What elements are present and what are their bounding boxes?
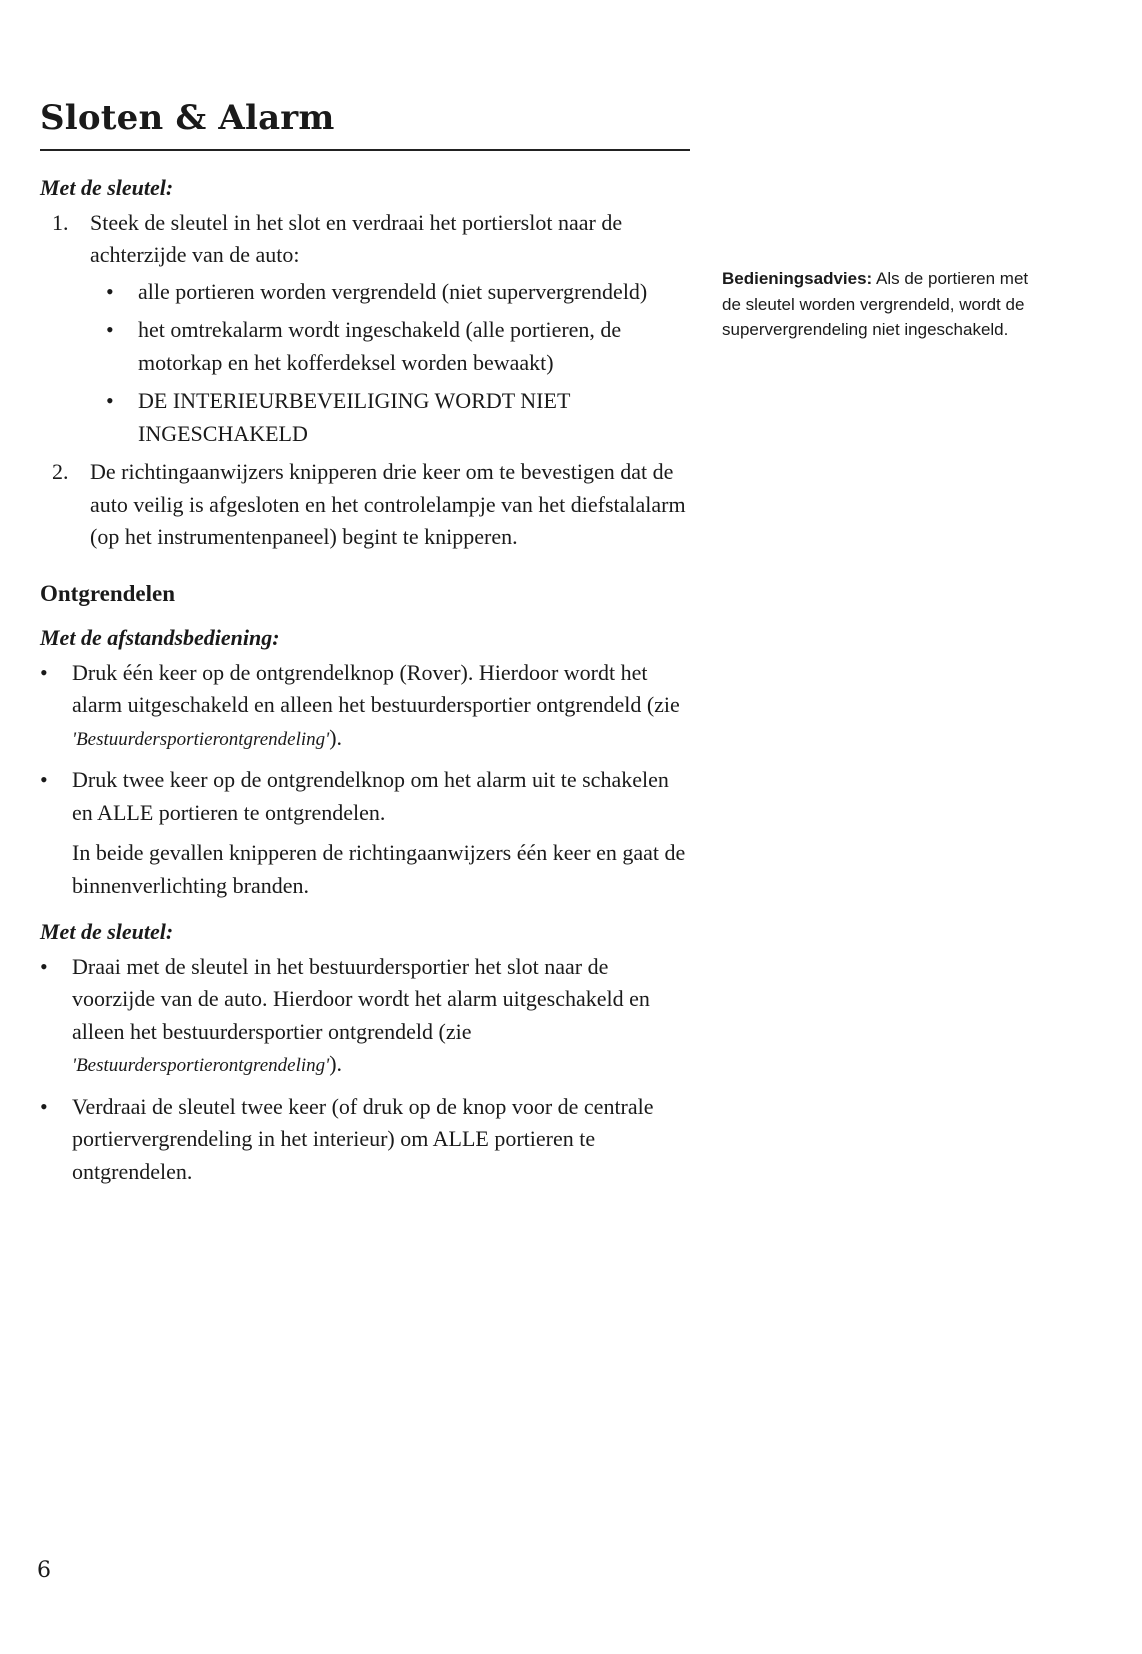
remote-note: In beide gevallen knipperen de richtingaanwijzers één keer en gaat de binnenverlichting branden. [72,840,686,898]
locking-effects-list [40,276,690,451]
bullet-icon: • [40,953,48,979]
remote-unlock-list [40,657,690,830]
key-subheading: Met de sleutel: [40,919,174,944]
bullet-icon: • [106,278,114,304]
list-item: • Druk twee keer op de ontgrendelknop om het alarm uit te schakelen en ALLE portieren te ontgrendelen. [40,764,690,829]
step-text: De richtingaanwijzers knipperen drie keer om te bevestigen dat de auto veilig is afgesloten en het controlelampje van het diefstalalarm (op het instrumentenpaneel) begint te knipperen. [90,459,686,549]
key-unlock-list [40,951,690,1189]
locking-steps [40,207,690,272]
list-item: • het omtrekalarm wordt ingeschakeld (alle portieren, de motorkap en het kofferdeksel worden bewaakt) [40,314,690,379]
locking-key-subheading: Met de sleutel: [40,175,174,200]
locking-steps-continued [40,456,690,554]
bullet-icon: • [40,767,48,792]
step-2 [40,456,690,554]
step-number: 1. [52,209,69,235]
advice-label: Bedieningsadvies: [722,269,873,288]
bullet-icon: • [106,317,114,342]
step-number: 2. [52,459,69,484]
list-item: • DE INTERIEURBEVEILIGING WORDT NIET INGESCHAKELD [40,385,690,450]
cross-reference: 'Bestuurdersportierontgrendeling' [72,728,330,750]
sidebar-advice [722,266,1042,343]
remote-subheading: Met de afstandsbediening: [40,625,280,650]
bullet-icon: • [106,388,114,413]
advice-text: Als de portieren met de sleutel worden vergrendeld, wordt de supervergrendeling niet ingeschakeld. [722,269,1029,339]
main-column [40,172,690,1196]
step-1 [40,207,690,272]
step-text: Steek de sleutel in het slot en verdraai het portierslot naar de achterzijde van de auto: [90,209,623,267]
page-title: Sloten & Alarm [40,98,335,138]
cross-reference: 'Bestuurdersportierontgrendeling' [72,1055,330,1076]
list-item: • alle portieren worden vergrendeld (niet supervergrendeld) [40,276,690,309]
bullet-icon: • [40,1093,48,1119]
list-item: • Verdraai de sleutel twee keer (of druk op de knop voor de centrale portiervergrendeling in het interieur) om ALLE portieren te ontgrendelen. [40,1091,690,1189]
list-item: • Druk één keer op de ontgrendelknop (Rover). Hierdoor wordt het alarm uitgeschakeld en alleen het bestuurdersportier ontgrendeld (zie 'Bestuurdersportierontgrendeling'). [40,657,690,757]
unlocking-heading: Ontgrendelen [40,580,176,606]
bullet-icon: • [40,659,48,685]
page-number: 6 [37,1558,51,1583]
title-divider [40,149,690,151]
list-item: • Draai met de sleutel in het bestuurdersportier het slot naar de voorzijde van de auto. Hierdoor wordt het alarm uitgeschakeld en alleen het bestuurdersportier ontgrendeld (zie 'Bestuurdersportierontgrendeling'). [40,951,690,1083]
